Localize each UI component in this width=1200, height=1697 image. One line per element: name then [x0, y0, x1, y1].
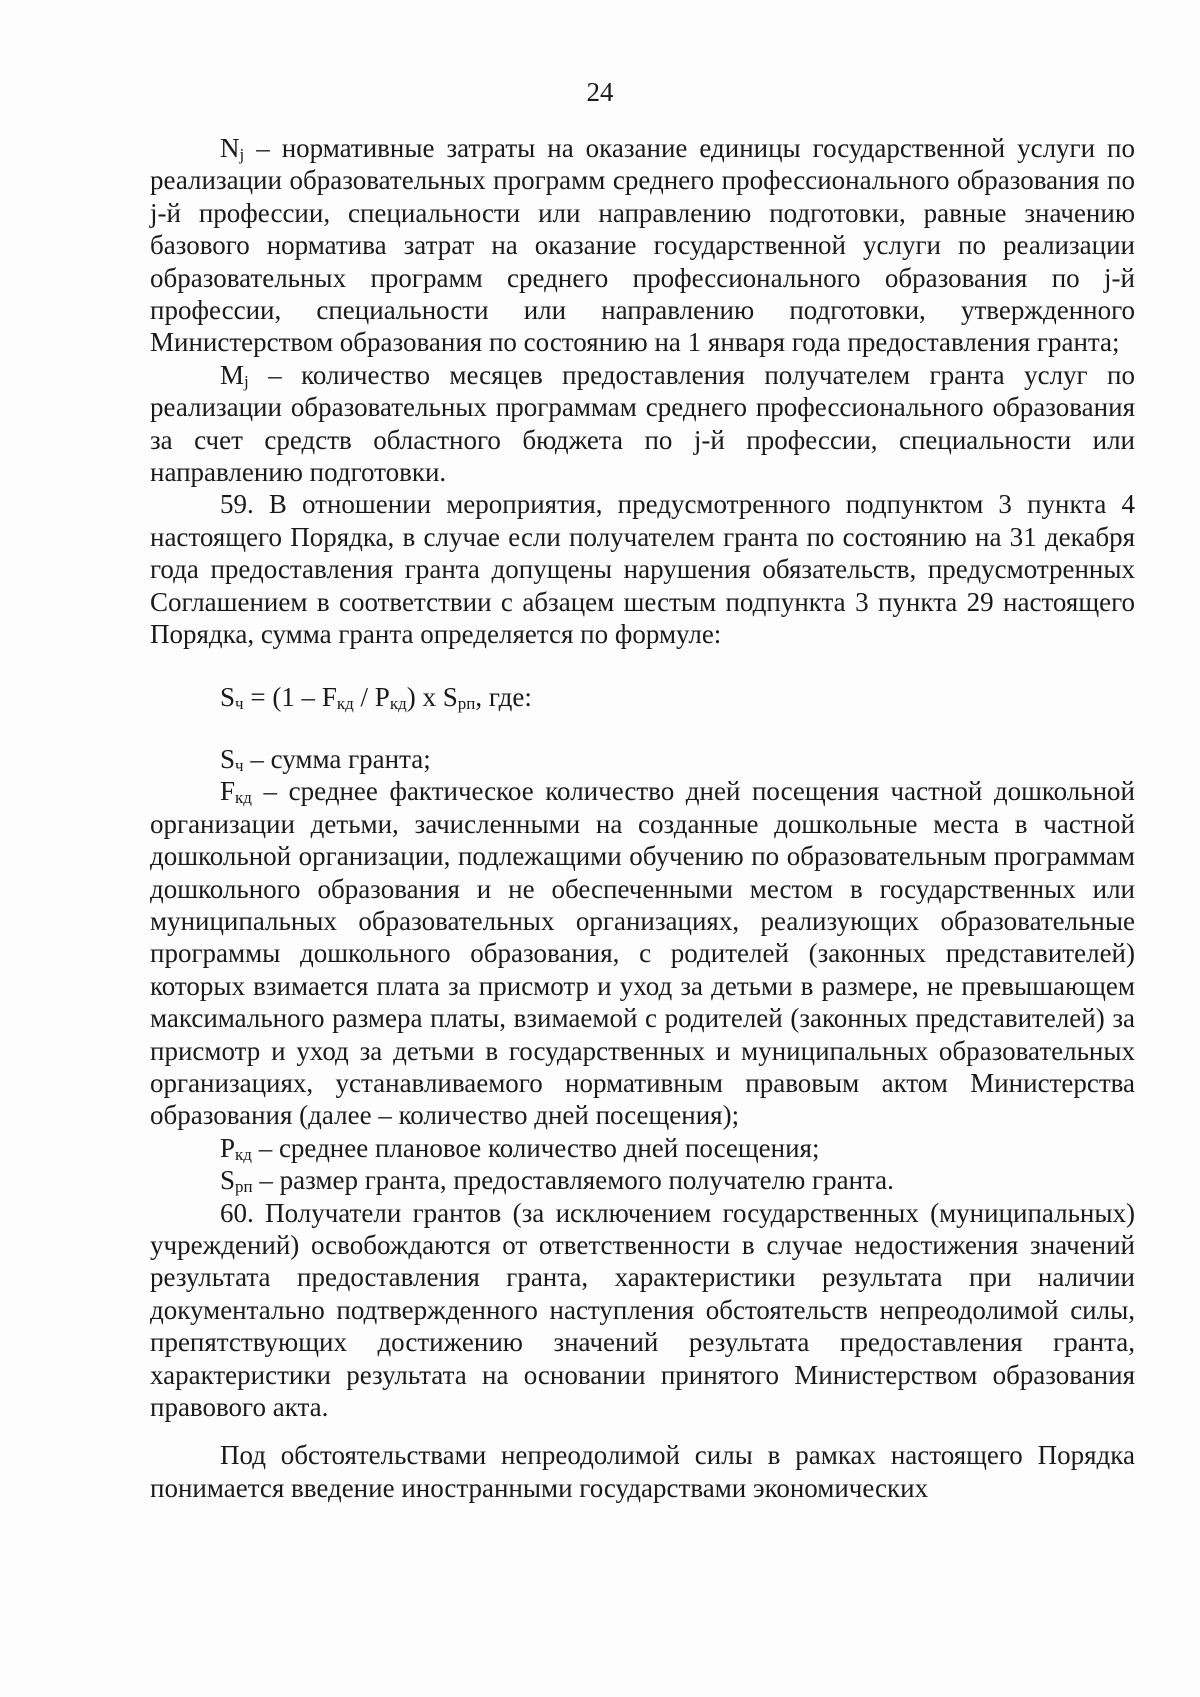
formula-f-subscript: кд [336, 693, 354, 713]
formula-srp: S [442, 681, 458, 712]
formula-part-4: , где: [475, 681, 532, 712]
symbol-n-subscript: j [239, 145, 245, 164]
formula-srp-subscript: рп [457, 693, 476, 713]
definition-srp [150, 1164, 1135, 1196]
symbol-n: N [220, 133, 240, 163]
symbol-s: S [220, 743, 236, 774]
definition-mj-text: – количество месяцев предоставления получателем гранта услуг по реализации образовательных программам среднего профессионального образования за счет средств областного бюджета по j-й профессии, специальности или направлению подготовки. [150, 359, 1135, 488]
symbol-srp: S [220, 1165, 236, 1196]
clause-59: 59. В отношении мероприятия, предусмотренного подпунктом 3 пункта 4 настоящего Порядка, в случае если получателем гранта по состоянию на 31 декабря года предоставления гранта допущены нарушения обязательств, предусмотренных Соглашением в соответствии с абзацем шестым подпункта 3 пункта 29 настоящего Порядка, сумма гранта определяется по формуле: [150, 489, 1135, 650]
formula-part-2: / [353, 681, 375, 712]
formula-f: F [321, 681, 337, 712]
formula-s: S [220, 681, 236, 712]
symbol-p-subscript: кд [235, 1144, 252, 1164]
formula-part-3: ) x [406, 681, 443, 712]
definition-fkd-text: – среднее фактическое количество дней посещения частной дошкольной организации детьми, зачисленными на созданные дошкольные места в частной дошкольной организации, подлежащими обучению по образовательным программам дошкольного образования и не обеспеченными местом в государственных или муниципальных образовательных организациях, реализующих образовательные программы дошкольного образования, с родителей (законных представителей) которых взимается плата за присмотр и уход за детьми в размере, не превышающем максимального размера платы, взимаемой с родителей (законных представителей) за присмотр и уход за детьми в государственных и муниципальных образовательных организациях, устанавливаемого нормативным правовым актом Министерства образования (далее – количество дней посещения); [150, 776, 1135, 1131]
formula-p-subscript: кд [389, 693, 407, 713]
formula-s-subscript: ч [235, 693, 244, 713]
definition-nj-text: – нормативные затраты на оказание единицы государственной услуги по реализации образовательных программ среднего профессионального образования по j-й профессии, специальности или направлению подготовки, равные значению базового норматива затрат на оказание государственной услуги по реализации образовательных программ среднего профессионального образования по j-й профессии, специальности или направлению подготовки, утвержденного Министерством образования по состоянию на 1 января года предоставления гранта; [150, 133, 1135, 358]
symbol-srp-subscript: рп [235, 1177, 253, 1197]
symbol-p: P [220, 1132, 236, 1163]
symbol-f-subscript: кд [235, 788, 252, 808]
definition-srp-text: – размер гранта, предоставляемого получателю гранта. [252, 1165, 894, 1196]
page-number: 24 [586, 77, 614, 107]
document-body [150, 132, 1135, 1504]
definition-mj [150, 359, 1135, 489]
formula-p: P [374, 681, 390, 712]
symbol-s-subscript: ч [235, 755, 244, 775]
clause-60: 60. Получатели грантов (за исключением государственных (муниципальных) учреждений) освобождаются от ответственности в случае недостижения значений результата предоставления гранта, характеристики результата при наличии документально подтвержденного наступления обстоятельств непреодолимой силы, препятствующих достижению значений результата предоставления гранта, характеристики результата на основании принятого Министерством образования правового акта. [150, 1197, 1135, 1423]
symbol-m-subscript: j [244, 371, 249, 391]
definition-pkd [150, 1132, 1135, 1164]
force-majeure-paragraph: Под обстоятельствами непреодолимой силы в рамках настоящего Порядка понимается введение иностранными государствами экономических [150, 1440, 1135, 1503]
symbol-f: F [220, 776, 236, 807]
definition-nj [150, 132, 1135, 359]
grant-formula [150, 681, 1135, 713]
symbol-m: M [220, 359, 245, 390]
formula-part-1: = (1 – [243, 681, 322, 712]
definition-fkd [150, 775, 1135, 1131]
definition-sch-text: – сумма гранта; [243, 743, 431, 774]
definition-pkd-text: – среднее плановое количество дней посещения; [251, 1132, 820, 1163]
definition-sch [150, 743, 1135, 775]
